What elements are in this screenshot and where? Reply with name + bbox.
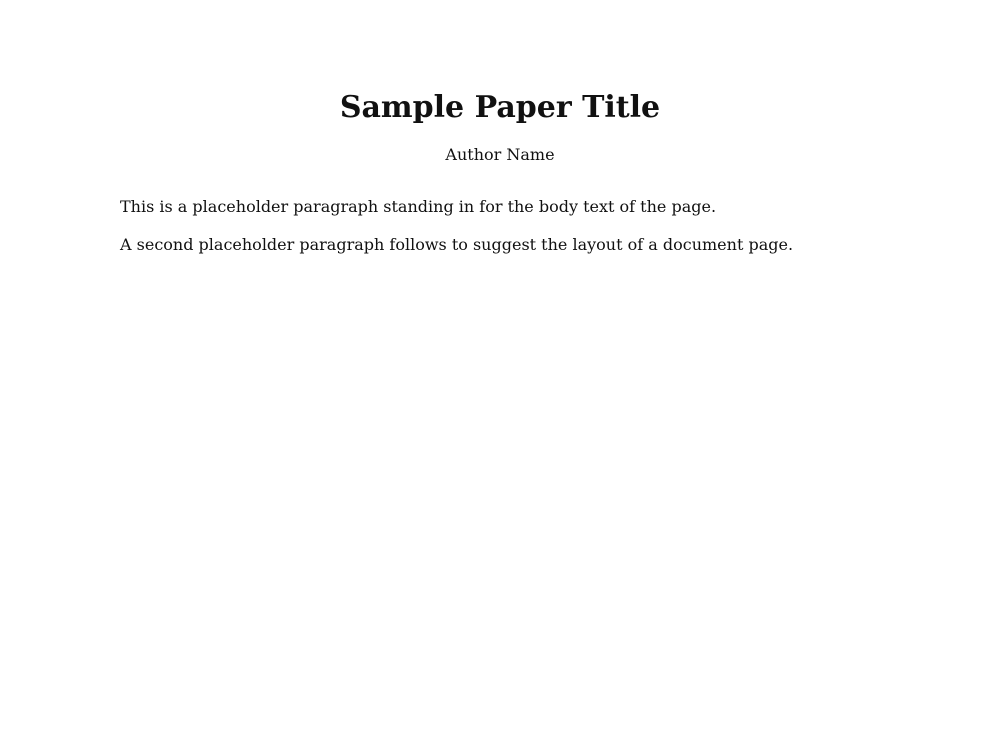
paper-byline: Author Name (445, 145, 555, 164)
paper-title: Sample Paper Title (339, 90, 661, 125)
body-paragraph: A second placeholder paragraph follows to suggest the layout of a document page. (120, 234, 794, 254)
body-paragraph: This is a placeholder paragraph standing in for the body text of the page. (120, 197, 717, 216)
